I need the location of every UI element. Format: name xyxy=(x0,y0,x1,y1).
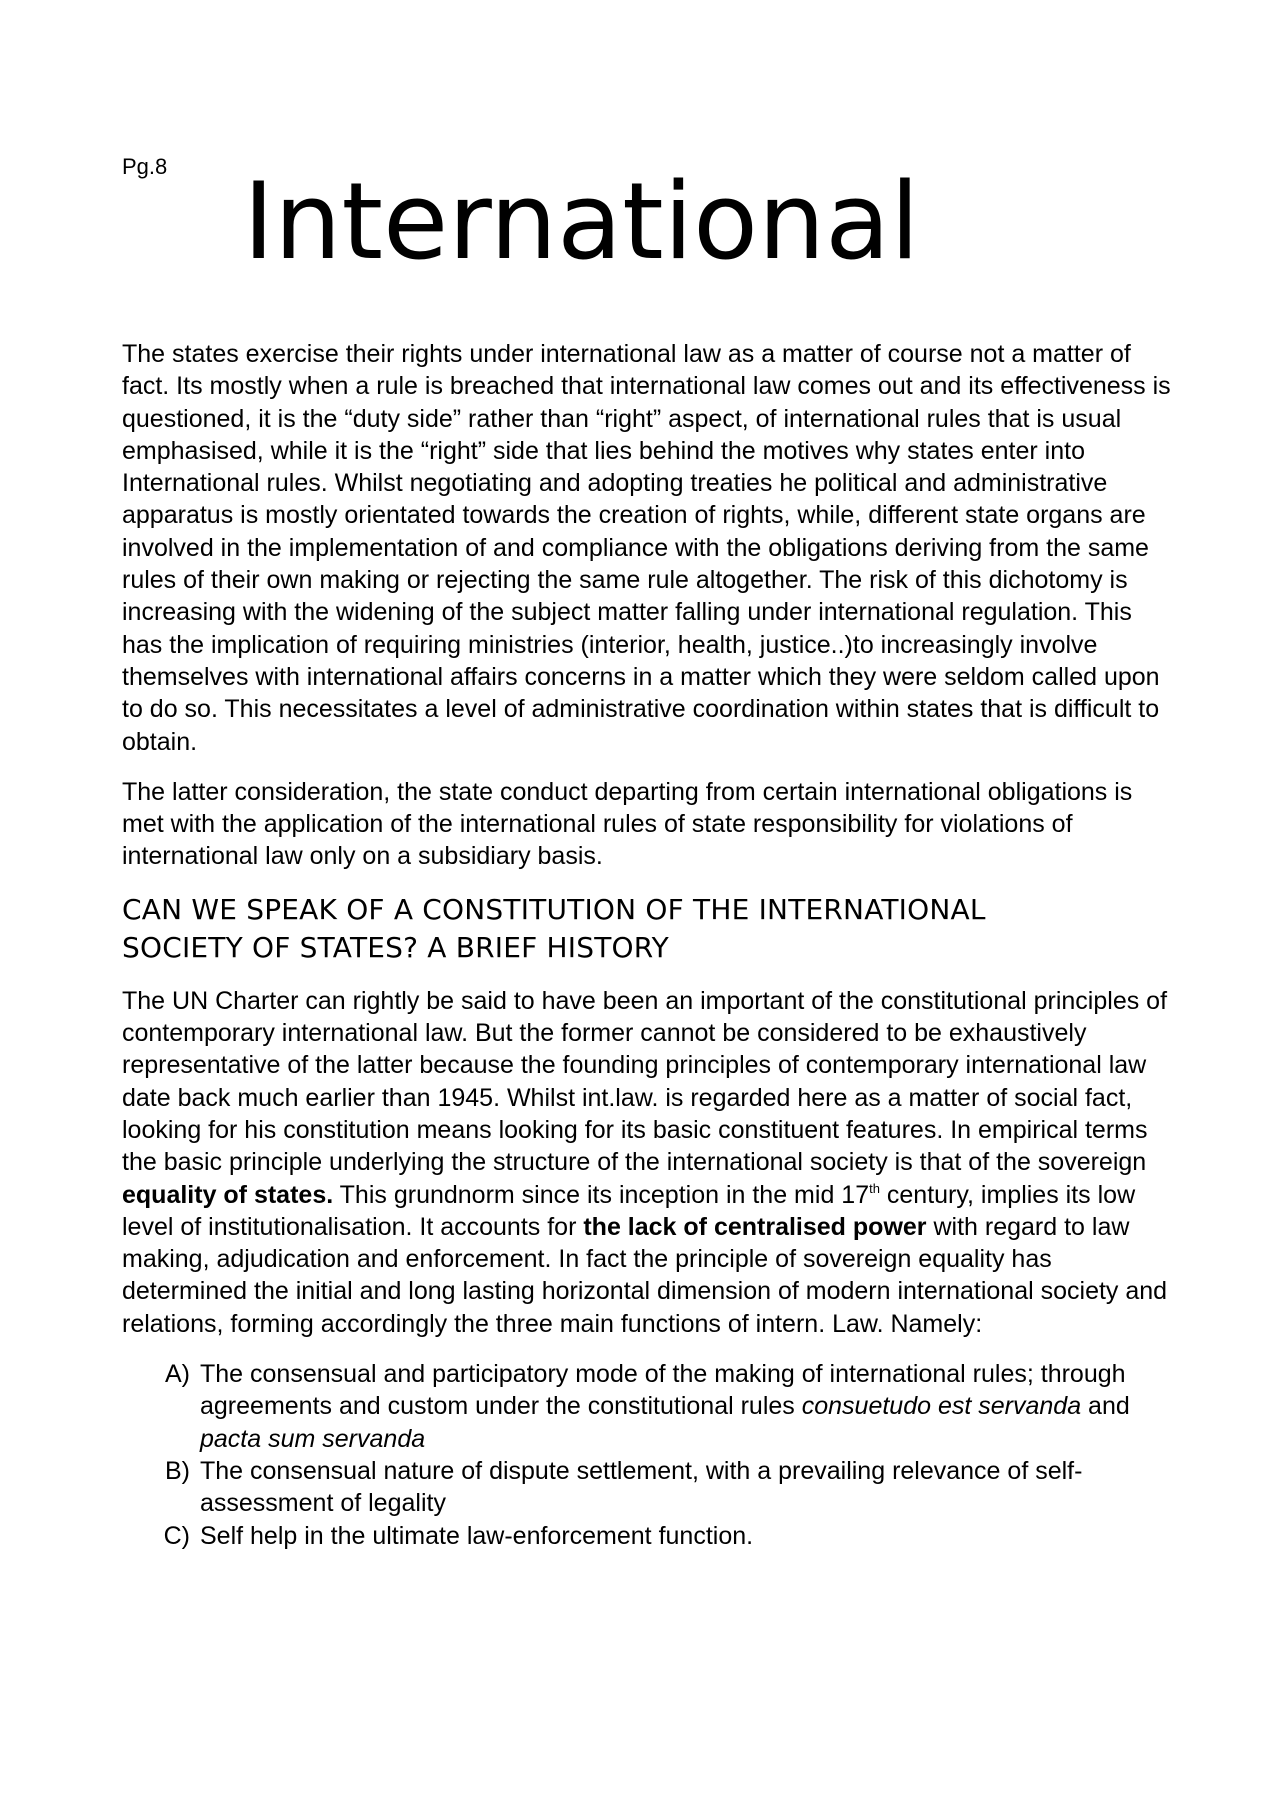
list-marker-b: B) xyxy=(165,1456,190,1485)
paragraph-un-charter xyxy=(122,985,1172,1340)
list-item-b xyxy=(122,1455,1172,1520)
paragraph-text: century, implies its low level of institutionalisation. It accounts for xyxy=(122,1180,1136,1241)
page-number: Pg.8 xyxy=(122,154,168,179)
functions-list xyxy=(122,1358,1172,1552)
list-text-b: The consensual nature of dispute settlement, with a prevailing relevance of self-assessment of legality xyxy=(200,1456,1083,1518)
list-marker-a: A) xyxy=(165,1360,190,1389)
paragraph-rights-duties: The states exercise their rights under international law as a matter of course not a matter of fact. Its mostly when a rule is breached that international law comes out and its effectiveness is questioned, it is the “duty side” rather than “right” aspect, of international rules that is usual emphasised, while it is the “right” side that lies behind the motives why states enter into International rules. Whilst negotiating and adopting treaties he political and administrative apparatus is mostly orientated towards the creation of rights, while, different state organs are involved in the implementation of and compliance with the obligations deriving from the same rules of their own making or rejecting the same rule altogether. The risk of this dichotomy is increasing with the widening of the subject matter falling under international regulation. This has the implication of requiring ministries (interior, health, justice..)to increasingly involve themselves with international affairs concerns in a matter which they were seldom called upon to do so. This necessitates a level of administrative coordination within states that is difficult to obtain. xyxy=(122,340,1171,756)
list-text-a xyxy=(200,1358,1172,1455)
superscript-th: th xyxy=(869,1180,880,1196)
document-body xyxy=(122,338,1172,1552)
section-heading-line-2: SOCIETY OF STATES? A BRIEF HISTORY xyxy=(122,930,669,964)
list-text: The consensual and participatory mode of the making of international rules; through agreements and custom under the constitutional rules xyxy=(200,1360,1126,1421)
bold-lack-of-centralised-power: the lack of centralised power xyxy=(583,1212,927,1241)
list-item-a xyxy=(122,1358,1172,1455)
paragraph-text: with regard to law making, adjudication and enforcement. In fact the principle of sovereign equality has determined the initial and long lasting horizontal dimension of modern international society and relations, forming accordingly the three main functions of intern. Law. Namely: xyxy=(122,1212,1168,1338)
list-marker-c: C) xyxy=(163,1521,190,1550)
bold-equality-of-states: equality of states. xyxy=(122,1180,334,1209)
italic-consuetudo: consuetudo est servanda xyxy=(801,1392,1082,1421)
page-title: International xyxy=(243,160,920,283)
paragraph-state-responsibility: The latter consideration, the state conduct departing from certain international obligations is met with the application of the international rules of state responsibility for violations of international law only on a subsidiary basis. xyxy=(122,777,1133,871)
list-item-c xyxy=(122,1520,1172,1552)
list-text: and xyxy=(1081,1392,1130,1421)
paragraph-text: This grundnorm since its inception in the mid 17 xyxy=(333,1180,870,1209)
italic-pacta: pacta sum servanda xyxy=(200,1424,426,1453)
section-heading xyxy=(122,891,1172,967)
paragraph-text: The UN Charter can rightly be said to have been an important of the constitutional principles of contemporary international law. But the former cannot be considered to be exhaustively representative of the latter because the founding principles of contemporary international law date back much earlier than 1945. Whilst int.law. is regarded here as a matter of social fact, looking for his constitution means looking for its basic constituent features. In empirical terms the basic principle underlying the structure of the international society is that of the sovereign xyxy=(122,986,1168,1177)
list-text-c: Self help in the ultimate law-enforcement function. xyxy=(200,1521,754,1550)
section-heading-line-1: CAN WE SPEAK OF A CONSTITUTION OF THE INTERNATIONAL xyxy=(122,892,986,926)
